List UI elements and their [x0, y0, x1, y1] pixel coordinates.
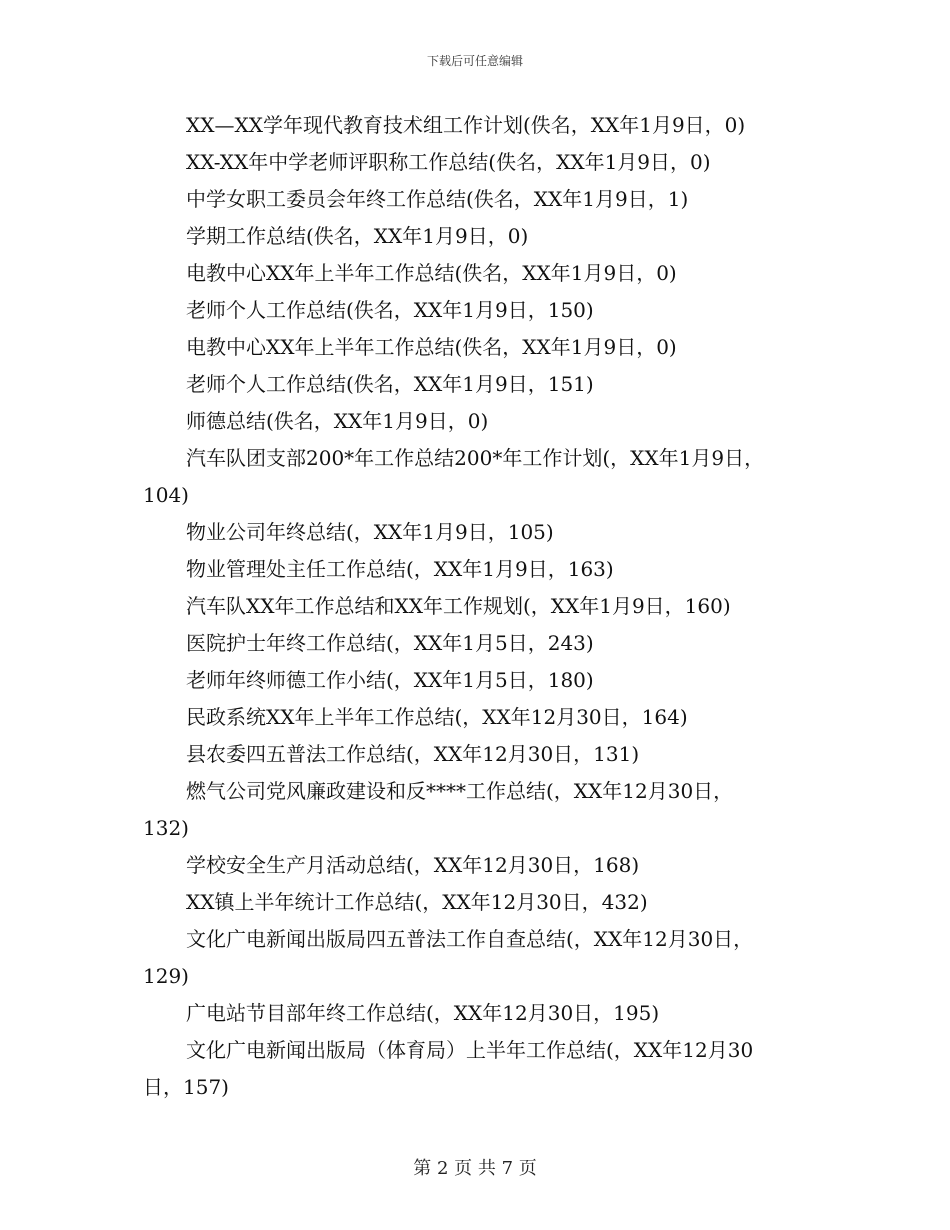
list-item-continuation: 132): [143, 816, 189, 840]
list-item: 汽车队XX年工作总结和XX年工作规划(，XX年1月9日，160): [186, 594, 731, 618]
list-item-continuation: 129): [143, 964, 189, 988]
list-item: 民政系统XX年上半年工作总结(，XX年12月30日，164): [186, 705, 688, 729]
list-item: 学校安全生产月活动总结(，XX年12月30日，168): [186, 853, 640, 877]
list-item: 物业管理处主任工作总结(，XX年1月9日，163): [186, 557, 614, 581]
list-item: 县农委四五普法工作总结(，XX年12月30日，131): [186, 742, 640, 766]
list-item: 老师个人工作总结(佚名，XX年1月9日，151): [186, 372, 594, 396]
list-item: 文化广电新闻出版局四五普法工作自查总结(，XX年12月30日，: [186, 927, 754, 951]
list-item: 文化广电新闻出版局（体育局）上半年工作总结(，XX年12月30: [186, 1038, 754, 1062]
list-item: XX-XX年中学老师评职称工作总结(佚名，XX年1月9日，0): [186, 150, 711, 174]
list-item: 物业公司年终总结(，XX年1月9日，105): [186, 520, 554, 544]
list-item: 电教中心XX年上半年工作总结(佚名，XX年1月9日，0): [186, 335, 677, 359]
page-number: 第 2 页 共 7 页: [413, 1158, 537, 1179]
document-body: [143, 107, 813, 1106]
list-item: XX—XX学年现代教育技术组工作计划(佚名，XX年1月9日，0): [186, 113, 746, 137]
list-item: 师德总结(佚名，XX年1月9日，0): [186, 409, 489, 433]
list-item: 燃气公司党风廉政建设和反****工作总结(，XX年12月30日，: [186, 779, 734, 803]
list-item: 广电站节目部年终工作总结(，XX年12月30日，195): [186, 1001, 660, 1025]
list-item: 汽车队团支部200*年工作总结200*年工作计划(，XX年1月9日，: [186, 446, 765, 470]
list-item: XX镇上半年统计工作总结(，XX年12月30日，432): [186, 890, 648, 914]
list-item: 电教中心XX年上半年工作总结(佚名，XX年1月9日，0): [186, 261, 677, 285]
list-item-continuation: 日，157): [143, 1075, 229, 1099]
list-item: 老师年终师德工作小结(，XX年1月5日，180): [186, 668, 594, 692]
page-header: 下载后可任意编辑: [426, 54, 523, 68]
list-item-continuation: 104): [143, 483, 189, 507]
list-item: 学期工作总结(佚名，XX年1月9日，0): [186, 224, 529, 248]
list-item: 医院护士年终工作总结(，XX年1月5日，243): [186, 631, 594, 655]
list-item: 老师个人工作总结(佚名，XX年1月9日，150): [186, 298, 594, 322]
list-item: 中学女职工委员会年终工作总结(佚名，XX年1月9日，1): [186, 187, 689, 211]
